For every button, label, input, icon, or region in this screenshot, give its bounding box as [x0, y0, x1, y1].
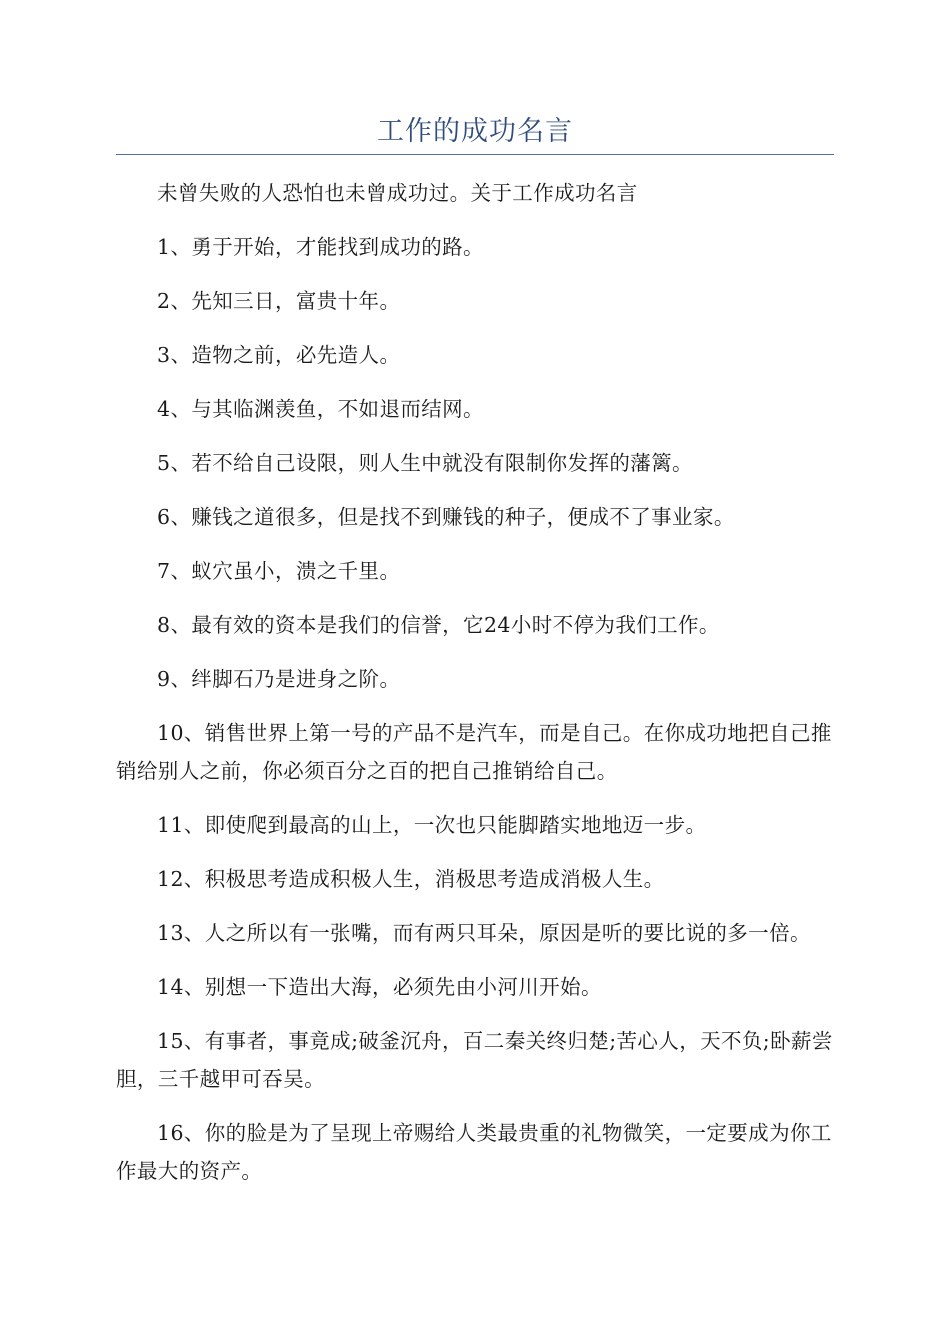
quote-item-14: 14、别想一下造出大海，必须先由小河川开始。 [157, 975, 602, 999]
title-underline-divider [116, 154, 834, 155]
document-title: 工作的成功名言 [377, 116, 573, 147]
quote-item-16: 16、你的脸是为了呈现上帝赐给人类最贵重的礼物微笑，一定要成为你工作最大的资产。 [116, 1121, 832, 1183]
quote-item-1: 1、勇于开始，才能找到成功的路。 [157, 235, 484, 259]
quote-item-8: 8、最有效的资本是我们的信誉，它24小时不停为我们工作。 [157, 613, 720, 637]
quote-item-2: 2、先知三日，富贵十年。 [157, 289, 401, 313]
quote-item-7: 7、蚁穴虽小，溃之千里。 [157, 559, 401, 583]
quote-item-13: 13、人之所以有一张嘴，而有两只耳朵，原因是听的要比说的多一倍。 [157, 921, 811, 945]
intro-paragraph: 未曾失败的人恐怕也未曾成功过。关于工作成功名言 [157, 181, 638, 205]
quote-item-10: 10、销售世界上第一号的产品不是汽车，而是自己。在你成功地把自己推销给别人之前，你必须百分之百的把自己推销给自己。 [116, 721, 832, 783]
quote-item-12: 12、积极思考造成积极人生，消极思考造成消极人生。 [157, 867, 665, 891]
quote-item-4: 4、与其临渊羡鱼，不如退而结网。 [157, 397, 484, 421]
quote-item-9: 9、绊脚石乃是进身之阶。 [157, 667, 401, 691]
quote-item-15: 15、有事者，事竟成;破釜沉舟，百二秦关终归楚;苦心人，天不负;卧薪尝胆，三千越甲可吞吴。 [116, 1029, 833, 1091]
quote-item-3: 3、造物之前，必先造人。 [157, 343, 401, 367]
quote-item-5: 5、若不给自己设限，则人生中就没有限制你发挥的藩篱。 [157, 451, 693, 475]
quote-item-6: 6、赚钱之道很多，但是找不到赚钱的种子，便成不了事业家。 [157, 505, 735, 529]
document-body [116, 174, 834, 1206]
quote-item-11: 11、即使爬到最高的山上，一次也只能脚踏实地地迈一步。 [157, 813, 707, 837]
